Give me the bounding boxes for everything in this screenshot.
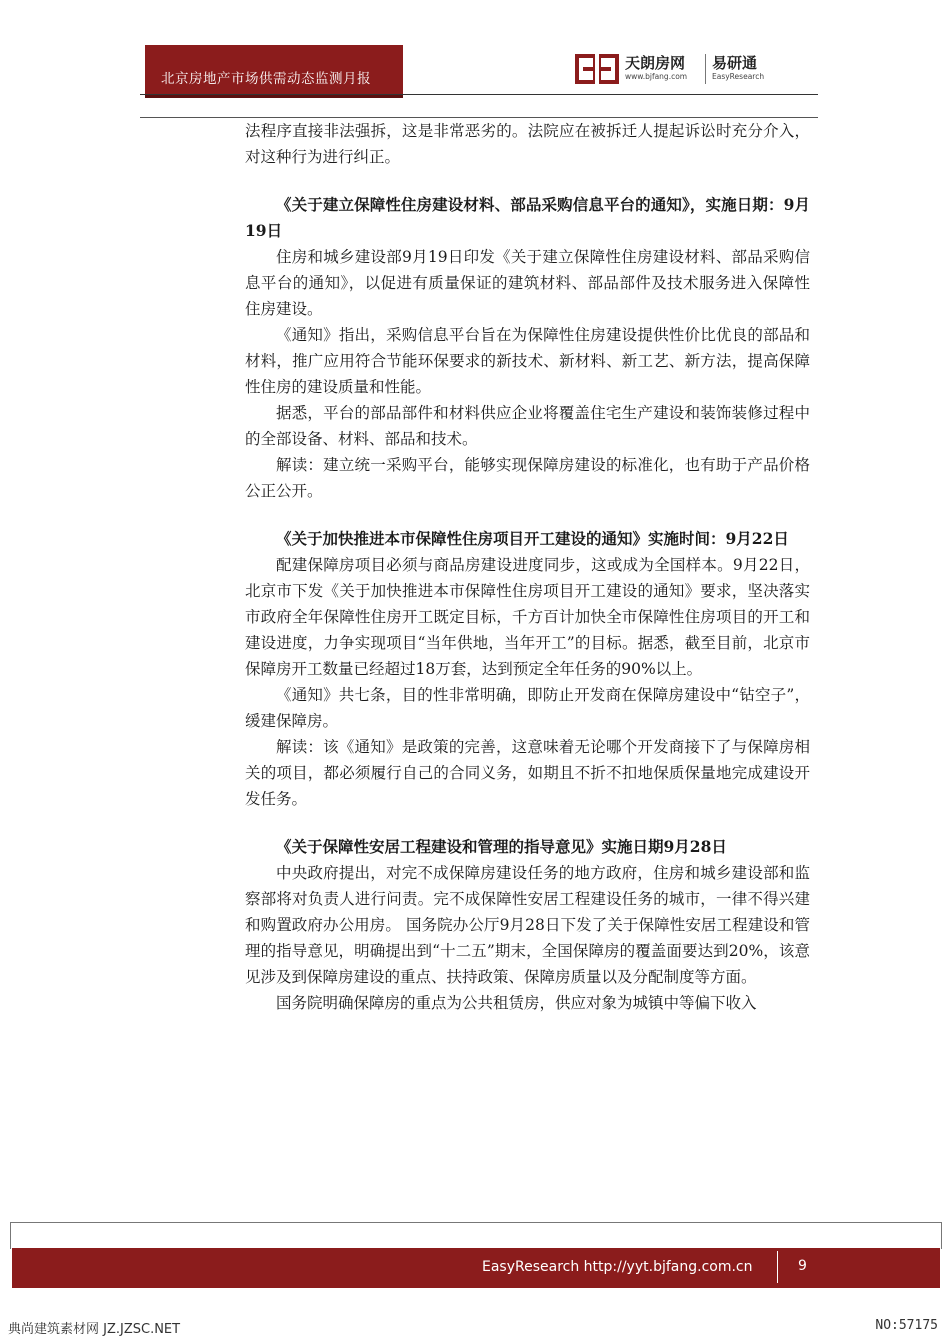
footer-site: EasyResearch http://yyt.bjfang.com.cn (482, 1259, 753, 1275)
paragraph: 国务院明确保障房的重点为公共租赁房，供应对象为城镇中等偏下收入 (276, 994, 757, 1012)
paragraph: 配建保障房项目必须与商品房建设进度同步，这或成为全国样本。9月22日，北京市下发《关于加快推进本市保障性住房项目开工建设的通知》要求，坚决落实市政府全年保障性住房开工既定目标，千方百计加快全市保障性住房项目的开工和建设进度，力争实现项目“当年供地，当年开工”的目标。据悉，截至目前，北京市保障房开工数量已经超过18万套，达到预定全年任务的90%以上。 (245, 556, 810, 678)
logo-mark-icon (575, 54, 619, 84)
page-number: 9 (798, 1258, 807, 1274)
header-rule (140, 94, 818, 95)
document-body (245, 118, 810, 1016)
section-heading: 《关于建立保障性住房建设材料、部品采购信息平台的通知》，实施日期：9月19日 (245, 195, 810, 240)
brand-logo (575, 52, 775, 88)
logo-text-cn2: 易研通 (712, 54, 758, 72)
logo-text-cn: 天朗房网 (625, 54, 686, 72)
paragraph: 法程序直接非法强拆，这是非常恶劣的。法院应在被拆迁人提起诉讼时充分介入，对这种行为进行纠正。 (245, 122, 810, 166)
paragraph: 住房和城乡建设部9月19日印发《关于建立保障性住房建设材料、部品采购信息平台的通知》，以促进有质量保证的建筑材料、部品部件及技术服务进入保障性住房建设。 (245, 248, 810, 318)
paragraph: 中央政府提出，对完不成保障房建设任务的地方政府，住房和城乡建设部和监察部将对负责人进行问责。完不成保障性安居工程建设任务的城市，一律不得兴建和购置政府办公用房。 国务院办公厅9月28日下发了关于保障性安居工程建设和管理的指导意见，明确提出到“十二五”期末，全国保障房的覆盖面要达到20%，该意见涉及到保障房建设的重点、扶持政策、保障房质量以及分配制度等方面。 (245, 864, 810, 986)
paragraph: 《通知》共七条，目的性非常明确，即防止开发商在保障房建设中“钻空子”，缓建保障房。 (245, 686, 810, 730)
watermark-left: 典尚建筑素材网 JZ.JZSC.NET (8, 1322, 181, 1337)
watermark-right: NO:57175 (875, 1318, 938, 1333)
header-title-band (145, 45, 403, 98)
paragraph: 《通知》指出，采购信息平台旨在为保障性住房建设提供性价比优良的部品和材料，推广应用符合节能环保要求的新技术、新材料、新工艺、新方法，提高保障性住房的建设质量和性能。 (245, 326, 810, 396)
paragraph: 解读：该《通知》是政策的完善，这意味着无论哪个开发商接下了与保障房相关的项目，都必须履行自己的合同义务，如期且不折不扣地保质保量地完成建设开发任务。 (245, 738, 810, 808)
section-heading: 《关于加快推进本市保障性住房项目开工建设的通知》实施时间：9月22日 (276, 529, 789, 548)
section-heading: 《关于保障性安居工程建设和管理的指导意见》实施日期9月28日 (276, 837, 727, 856)
logo-url: www.bjfang.com (625, 72, 688, 81)
footer-band (12, 1248, 940, 1288)
footer-divider (777, 1251, 778, 1283)
report-title: 北京房地产市场供需动态监测月报 (161, 71, 371, 87)
logo-divider (705, 54, 706, 84)
footer-frame (10, 1222, 942, 1249)
paragraph: 解读：建立统一采购平台，能够实现保障房建设的标准化，也有助于产品价格公正公开。 (245, 456, 810, 500)
logo-text-en2: EasyResearch (712, 72, 765, 81)
paragraph: 据悉，平台的部品部件和材料供应企业将覆盖住宅生产建设和装饰装修过程中的全部设备、材料、部品和技术。 (245, 404, 810, 448)
